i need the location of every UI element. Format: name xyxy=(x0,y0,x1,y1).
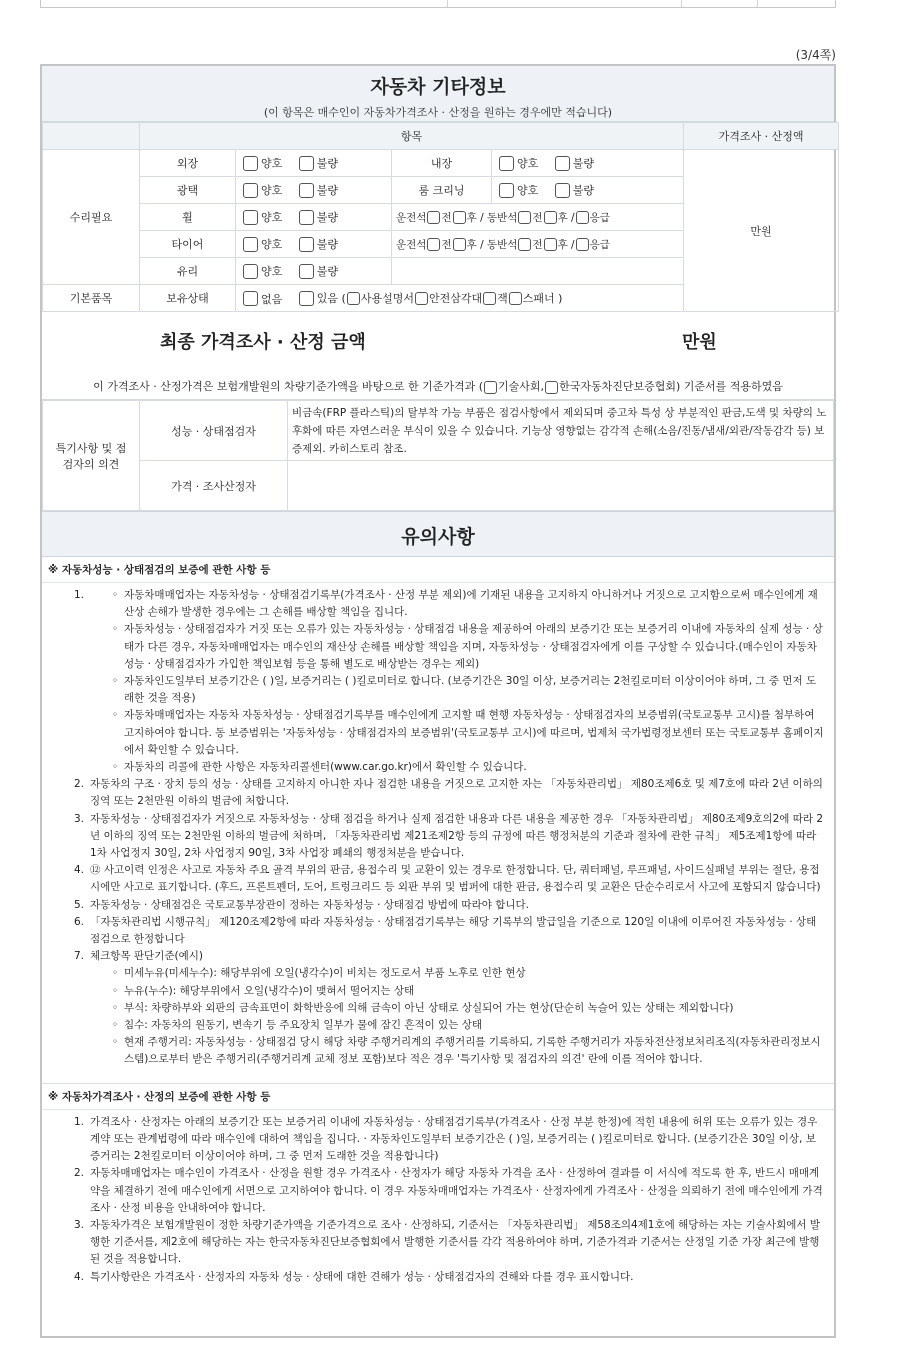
special-label: 특기사항 및 점검자의 의견 xyxy=(43,401,140,511)
notice-item: 7. 체크항목 판단기준(예시) xyxy=(73,950,203,963)
room-clean-bad-checkbox[interactable] xyxy=(555,183,570,198)
tire-passenger-rear-checkbox[interactable] xyxy=(544,238,557,251)
notice-item: 3. 자동차성능 · 상태점검자가 거짓으로 자동차성능 · 상태 점검을 하거나 실제 점검한 내용과 다른 내용을 제공한 경우 「자동차관리법」 제80조제9호의2에 따라 2년 이하의 징역 또는 2천만원 이하의 벌금에 처하며, 「자동차관리법 제21조제2항 등의 규정에 따른 행정처분의 기준과 절차에 관한 규칙」 제5조제1항에 따라 1차 사업정지 30일, 2차 사업정지 90일, 3차 사업장 폐쇄의 행정처분을 받습니다. xyxy=(73,812,824,860)
notice-item: 3. 자동차가격은 보험개발원이 정한 차량기준가액을 기준가격으로 조사 · 산정하되, 기준서는 「자동차관리법」 제58조의4제1호에 해당하는 자는 기술사회에서 발행한 기준서를, 제2호에 해당하는 자는 한국자동차진단보증협회에서 발행한 기준서를 각각 적용하여야 하며, 기준가격과 기준서는 산정일 기준 가장 최근에 발행된 것을 적용합니다. xyxy=(73,1218,820,1266)
diagnosis-association-checkbox[interactable] xyxy=(545,381,558,394)
notice-item: 1. 가격조사 · 산정자는 아래의 보증기간 또는 보증거리 이내에 자동차성능 · 상태점검기록부(가격조사 · 산정 부분 한정)에 적힌 내용에 허위 또는 오류가 있는 경우 계약 또는 관계법령에 따라 매수인에 대하여 책임을 집니다. · 자동차인도일부터 보증기간은 ( )일, 보증거리는 ( )킬로미터로 합니다. (보증기간은 30일 이상, 보증거리는 2천킬로미터 이상이어야 하며, 그 중 먼저 도래한 것을 적용합니다) xyxy=(73,1115,818,1163)
wheel-bad-checkbox[interactable] xyxy=(299,210,314,225)
price-basis: 이 가격조사 · 산정가격은 보험개발원의 차량기준가액을 바탕으로 한 기준가격과 ( 기술사회, 한국자동차진단보증협회) 기준서를 적용하였음 xyxy=(42,372,834,400)
wheel-seats: 운전석 전 후 / 동반석 전 후 / 응급 xyxy=(392,204,684,231)
glass-bad-checkbox[interactable] xyxy=(299,264,314,279)
inspector-label: 성능 · 상태점검자 xyxy=(140,401,288,461)
interior-bad-checkbox[interactable] xyxy=(555,156,570,171)
wheel-driver-rear-checkbox[interactable] xyxy=(453,211,466,224)
jack-checkbox[interactable] xyxy=(483,292,496,305)
notice-body-1 xyxy=(42,583,834,1075)
repair-label: 수리필요 xyxy=(43,150,140,285)
final-price-unit: 만원 xyxy=(682,332,717,353)
final-price-label: 최종 가격조사 · 산정 금액 xyxy=(160,332,366,353)
list-item: ◦ 자동차의 리콜에 관한 사항은 자동차리콜센터(www.car.go.kr)에서 확인할 수 있습니다. xyxy=(112,761,527,774)
possession-options: 없음 있음 ( 사용설명서 안전삼각대 잭 스패너 ) xyxy=(236,285,684,312)
row-wheel: 휠 xyxy=(140,204,236,231)
tire-bad-checkbox[interactable] xyxy=(299,237,314,252)
notice-item: 2. 자동차의 구조 · 장치 등의 성능 · 상태를 고지하지 아니한 자나 점검한 내용을 거짓으로 고지한 자는 「자동차관리법」 제80조제6호 및 제7호에 따라 2년 이하의 징역 또는 2천만원 이하의 벌금에 처합니다. xyxy=(73,778,823,808)
notice-item: 4. ⑫ 사고이력 인정은 사고로 자동차 주요 골격 부위의 판금, 용접수리 및 교환이 있는 경우로 한정합니다. 단, 쿼터패널, 루프패널, 사이드실패널 부위는 절단, 용접 시에만 사고로 표기합니다. (후드, 프론트펜더, 도어, 트렁크리드 등 외판 부위 및 범퍼에 대한 판금, 용접수리 및 교환은 단순수리로서 사고에 포함되지 않습니다) xyxy=(73,864,821,894)
wheel-passenger-rear-checkbox[interactable] xyxy=(544,211,557,224)
wheel-driver-front-checkbox[interactable] xyxy=(427,211,440,224)
exterior-bad-checkbox[interactable] xyxy=(299,156,314,171)
notice-title: 유의사항 xyxy=(42,511,834,557)
list-item: ◦ 자동차매매업자는 자동차성능 · 상태점검기록부(가격조사 · 산정 부분 제외)에 기재된 내용을 고지하지 아니하거나 거짓으로 고지함으로써 매수인에게 재산상 손해가 발생한 경우에는 그 손해를 배상할 책임을 집니다. xyxy=(112,589,818,619)
interior-good-checkbox[interactable] xyxy=(499,156,514,171)
list-item: ◦ 자동차매매업자는 자동차 자동차성능 · 상태점검기록부를 매수인에게 고지할 때 현행 자동차성능 · 상태점검자의 보증범위(국토교통부 고시)를 첨부하여 고지하여야 합니다. 동 보증범위는 '자동차성능 · 상태점검자의 보증범위'(국토교통부 고시)에 따르며, 법제처 국가법령정보센터 또는 국토교통부 홈페이지에서 확인할 수 있습니다. xyxy=(112,709,824,756)
wheel-passenger-front-checkbox[interactable] xyxy=(518,211,531,224)
exterior-good-checkbox[interactable] xyxy=(243,156,258,171)
list-item: ◦ 누유(누수): 해당부위에서 오일(냉각수)이 맺혀서 떨어지는 상태 xyxy=(112,984,415,997)
header-items: 항목 xyxy=(140,123,684,150)
room-clean-good-checkbox[interactable] xyxy=(499,183,514,198)
notice-body-2 xyxy=(42,1110,834,1292)
notice-head-1: ※ 자동차성능 · 상태점검의 보증에 관한 사항 등 xyxy=(42,557,834,583)
notice-item: 2. 자동차매매업자는 매수인이 가격조사 · 산정을 원할 경우 가격조사 · 산정자가 해당 자동차 가격을 조사 · 산정하여 결과를 이 서식에 적도록 한 후, 반드시 매매계약을 체결하기 전에 매수인에게 서면으로 고지하여야 합니다. 이 경우 자동차매매업자는 가격조사 · 산정자에게 가격조사 · 산정을 의뢰하기 전에 매수인에게 가격조사 · 산정 비용을 안내하여야 합니다. xyxy=(73,1167,823,1214)
tire-driver-front-checkbox[interactable] xyxy=(427,238,440,251)
notice-item: 4. 특기사항란은 가격조사 · 산정자의 자동차 성능 · 상태에 대한 견해가 성능 · 상태점검자의 견해와 다를 경우 표시합니다. xyxy=(73,1270,634,1283)
final-price-row xyxy=(42,312,834,372)
row-possession: 보유상태 xyxy=(140,285,236,312)
glass-good-checkbox[interactable] xyxy=(243,264,258,279)
notice-head-2: ※ 자동차가격조사 · 산정의 보증에 관한 사항 등 xyxy=(42,1083,834,1110)
special-notes-table xyxy=(42,400,834,511)
wheel-good-checkbox[interactable] xyxy=(243,210,258,225)
page-number: (3/4쪽) xyxy=(795,48,836,62)
other-info-header xyxy=(42,66,834,122)
appraiser-opinion[interactable] xyxy=(288,461,834,511)
basic-label: 기본품목 xyxy=(43,285,140,312)
inspector-opinion[interactable]: 비금속(FRP 플라스틱)의 탈부착 가능 부품은 점검사항에서 제외되며 중고차 특성 상 부분적인 판금,도색 및 차량의 노후화에 따른 자연스러운 부식이 있을 수 있습니다. 기능상 영향없는 감각적 손해(소음/진동/냄새/외관/작동감각 등) 보증제외. 카히스토리 참조. xyxy=(288,401,834,461)
row-exterior: 외장 xyxy=(140,150,236,177)
list-item: ◦ 자동차성능 · 상태점검자가 거짓 또는 오류가 있는 자동차성능 · 상태점검 내용을 제공하여 아래의 보증기간 또는 보증거리 이내에 자동차의 실제 성능 · 상태가 다른 경우, 자동차매매업자는 매수인의 재산상 손해를 배상할 책임을 지며, 자동차성능 · 상태점검자에게 이를 구상할 수 있습니다.(매수인이 자동차성능 · 상태점검자가 가입한 책임보험 등을 통해 별도로 배상받는 경우는 제외) xyxy=(112,623,823,670)
list-item: ◦ 미세누유(미세누수): 해당부위에 오일(냉각수)이 비치는 정도로서 부품 노후로 인한 현상 xyxy=(112,967,526,980)
notice-item: 6. 「자동차관리법 시행규칙」 제120조제2항에 따라 자동차성능 · 상태점검기록부는 해당 기록부의 발급일을 기준으로 120일 이내에 이루어진 자동차성능 · 상태점검으로 한정합니다 xyxy=(73,915,817,946)
manual-checkbox[interactable] xyxy=(347,292,360,305)
section-title: 자동차 기타정보 xyxy=(370,76,506,98)
form-sheet xyxy=(40,64,836,1338)
price-unit: 만원 xyxy=(684,150,839,312)
row-room-clean: 룸 크리닝 xyxy=(392,177,492,204)
appraiser-label: 가격 · 조사산정자 xyxy=(140,461,288,511)
notice-item: 1. ◦ 자동차매매업자는 자동차성능 · 상태점검기록부(가격조사 · 산정 부분 제외)에 기재된 내용을 고지하지 아니하거나 거짓으로 고지함으로써 매수인에게 재산상 손해가 발생한 경우에는 그 손해를 배상할 책임을 집니다. ◦ 자동차성능 · 상태점검자가 거짓 또는 오류가 있는 자동차성능 · 상태점검 내용을 제공하여 아래의 보증기간 또는 보증거리 이내에 자동차의 실제 성능 · 상태가 다른 경우, 자동차매매업자는 매수인의 재산상 손해를 배상할 책임을 지며, 자동차성능 · 상태점검자에게 이를 구상할 수 있습니다.(매수인이 자동차성능 · 상태점검자가 가입한 책임보험 등을 통해 별도로 배상받는 경우는 제외) ◦ 자동차인도일부터 보증기간은 ( )일, 보증거리는 ( )킬로미터로 합니다. (보증기간은 30일 이상, 보증거리는 2천킬로미터 이상이어야 하며, 그 중 먼저 도래한 것을 적용) ◦ 자동차매매업자는 자동차 자동차성능 · 상태점검기록부를 매수인에게 고지할 때 현행 자동차성능 · 상태점검자의 보증범위(국토교통부 고시)를 첨부하여 고지하여야 합니다. 동 보증범위는 '자동차성능 · 상태점검자의 보증범위'(국토교통부 고시)에 따르며, 법제처 국가법령정보센터 또는 국토교통부 홈페이지에서 확인할 수 있습니다. ◦ 자동차의 리콜에 관한 사항은 자동차리콜센터(www.car.go.kr)에서 확인할 수 있습니다. xyxy=(50,587,824,776)
tire-passenger-front-checkbox[interactable] xyxy=(518,238,531,251)
engineer-society-checkbox[interactable] xyxy=(484,381,497,394)
section-subtitle: (이 항목은 매수인이 자동차가격조사 · 산정을 원하는 경우에만 적습니다) xyxy=(263,106,613,119)
list-item: ◦ 침수: 자동차의 원동기, 변속기 등 주요장치 일부가 물에 잠긴 흔적이 있는 상태 xyxy=(112,1019,483,1032)
have-checkbox[interactable] xyxy=(299,291,314,306)
triangle-checkbox[interactable] xyxy=(415,292,428,305)
previous-page-bottom xyxy=(40,0,836,8)
list-item: ◦ 자동차인도일부터 보증기간은 ( )일, 보증거리는 ( )킬로미터로 합니다. (보증기간은 30일 이상, 보증거리는 2천킬로미터 이상이어야 하며, 그 중 먼저 도래한 것을 적용) xyxy=(112,675,817,705)
row-interior: 내장 xyxy=(392,150,492,177)
page-gap xyxy=(0,8,904,44)
spanner-checkbox[interactable] xyxy=(509,292,522,305)
list-item: ◦ 부식: 차량하부와 외판의 금속표면이 화학반응에 의해 금속이 아닌 상태로 상실되어 가는 현상(단순히 녹슬어 있는 상태는 제외합니다) xyxy=(112,1001,734,1014)
tire-driver-rear-checkbox[interactable] xyxy=(453,238,466,251)
list-item: ◦ 현재 주행거리: 자동차성능 · 상태점검 당시 해당 차량 주행거리계의 주행거리를 기록하되, 기록한 주행거리가 자동차전산정보처리조직(자동차관리정보시스템)으로부터 받은 주행거리(주행거리계 교체 정보 포함)보다 적은 경우 '특기사항 및 점검자의 의견' 란에 이를 적어야 합니다. xyxy=(112,1036,821,1066)
other-info-table: 항목 가격조사 · 산정액 수리필요 외장 양호 불량 내장 양호 불량 만원 광택 양호 불량 룸 크리닝 양호 불량 휠 양호 불량 운전석 전 후 / 동반석 전 후 / 응급 타이어 양호 불량 운전석 전 후 / 동반석 전 후 / 응급 유리 양호 불량 기본품목 보유상태 없음 있음 ( 사용설명서 안전삼각대 잭 스패너 ) xyxy=(42,122,839,312)
gloss-bad-checkbox[interactable] xyxy=(299,183,314,198)
header-price: 가격조사 · 산정액 xyxy=(684,123,839,150)
row-gloss: 광택 xyxy=(140,177,236,204)
row-glass: 유리 xyxy=(140,258,236,285)
tire-emergency-checkbox[interactable] xyxy=(576,238,589,251)
gloss-good-checkbox[interactable] xyxy=(243,183,258,198)
row-tire: 타이어 xyxy=(140,231,236,258)
none-checkbox[interactable] xyxy=(243,291,258,306)
tire-good-checkbox[interactable] xyxy=(243,237,258,252)
wheel-emergency-checkbox[interactable] xyxy=(576,211,589,224)
notice-item: 5. 자동차성능 · 상태점검은 국토교통부장관이 정하는 자동차성능 · 상태점검 방법에 따라야 합니다. xyxy=(73,898,529,911)
tire-seats: 운전석 전 후 / 동반석 전 후 / 응급 xyxy=(392,231,684,258)
